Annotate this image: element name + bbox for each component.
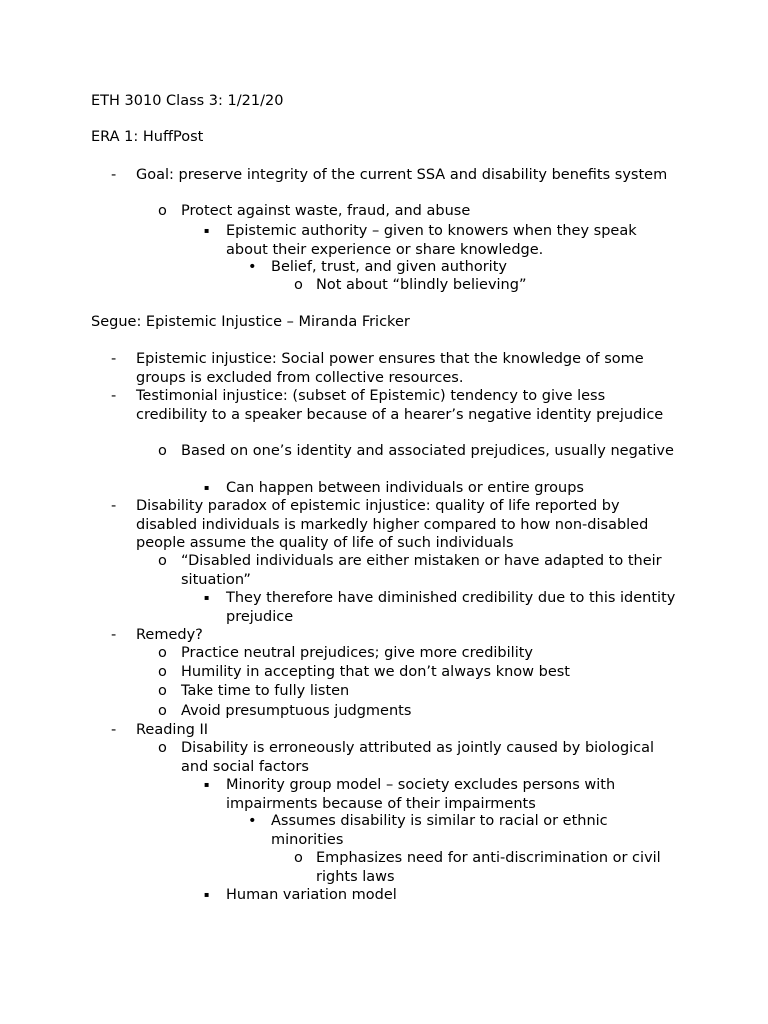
list-item-protect: Protect against waste, fraud, and abuse [181, 203, 471, 219]
list-item-reading: Reading II [136, 722, 209, 738]
dash-bullet: - [111, 351, 117, 367]
list-item-testimonial: Testimonial injustice: (subset of Epistemic) tendency to give less credibility to a speaker because of a hearer’s negative identity prejudice [136, 388, 664, 423]
dash-bullet: - [111, 388, 117, 404]
list-item-remedy-3: Take time to fully listen [181, 683, 350, 699]
list-item-quote: “Disabled individuals are either mistaken or have adapted to their situation” [181, 553, 662, 588]
circle-bullet: o [158, 443, 167, 459]
square-bullet: ▪ [204, 780, 210, 789]
section-heading-era: ERA 1: HuffPost [91, 129, 204, 145]
circle-bullet: o [294, 850, 303, 866]
circle-bullet: o [158, 703, 167, 719]
list-item-assumes: Assumes disability is similar to racial or ethnic minorities [271, 813, 608, 848]
circle-bullet: o [158, 740, 167, 756]
list-item-remedy-4: Avoid presumptuous judgments [181, 703, 412, 719]
list-item-human-variation: Human variation model [226, 887, 397, 903]
circle-bullet: o [294, 277, 303, 293]
square-bullet: ▪ [204, 593, 210, 602]
square-bullet: ▪ [204, 226, 210, 235]
list-item-based-on: Based on one’s identity and associated prejudices, usually negative [181, 443, 674, 459]
list-item-remedy-1: Practice neutral prejudices; give more credibility [181, 645, 533, 661]
dash-bullet: - [111, 167, 117, 183]
page-title: ETH 3010 Class 3: 1/21/20 [91, 93, 284, 109]
list-item-minority: Minority group model – society excludes persons with impairments because of their impairments [226, 777, 616, 812]
circle-bullet: o [158, 683, 167, 699]
list-item-epistemic-authority: Epistemic authority – given to knowers when they speak about their experience or share knowledge. [226, 223, 637, 258]
section-heading-segue: Segue: Epistemic Injustice – Miranda Fricker [91, 314, 410, 330]
dot-bullet: • [248, 259, 257, 275]
dash-bullet: - [111, 627, 117, 643]
list-item-diminished: They therefore have diminished credibility due to this identity prejudice [226, 590, 676, 625]
list-item-can-happen: Can happen between individuals or entire groups [226, 480, 584, 496]
circle-bullet: o [158, 203, 167, 219]
list-item-paradox: Disability paradox of epistemic injustice: quality of life reported by disabled individuals is markedly higher compared to how non-disabled people assume the quality of life of such individuals [136, 498, 649, 551]
square-bullet: ▪ [204, 483, 210, 492]
dash-bullet: - [111, 722, 117, 738]
circle-bullet: o [158, 645, 167, 661]
dot-bullet: • [248, 813, 257, 829]
list-item-not-blindly: Not about “blindly believing” [316, 277, 527, 293]
list-item-erroneous: Disability is erroneously attributed as jointly caused by biological and social factors [181, 740, 655, 775]
square-bullet: ▪ [204, 890, 210, 899]
list-item-epistemic-injustice: Epistemic injustice: Social power ensures that the knowledge of some groups is excluded from collective resources. [136, 351, 644, 386]
circle-bullet: o [158, 664, 167, 680]
list-item-goal: Goal: preserve integrity of the current SSA and disability benefits system [136, 167, 668, 183]
list-item-remedy-2: Humility in accepting that we don’t always know best [181, 664, 570, 680]
list-item-emphasizes: Emphasizes need for anti-discrimination or civil rights laws [316, 850, 661, 885]
circle-bullet: o [158, 553, 167, 569]
list-item-remedy: Remedy? [136, 627, 203, 643]
list-item-belief: Belief, trust, and given authority [271, 259, 507, 275]
dash-bullet: - [111, 498, 117, 514]
